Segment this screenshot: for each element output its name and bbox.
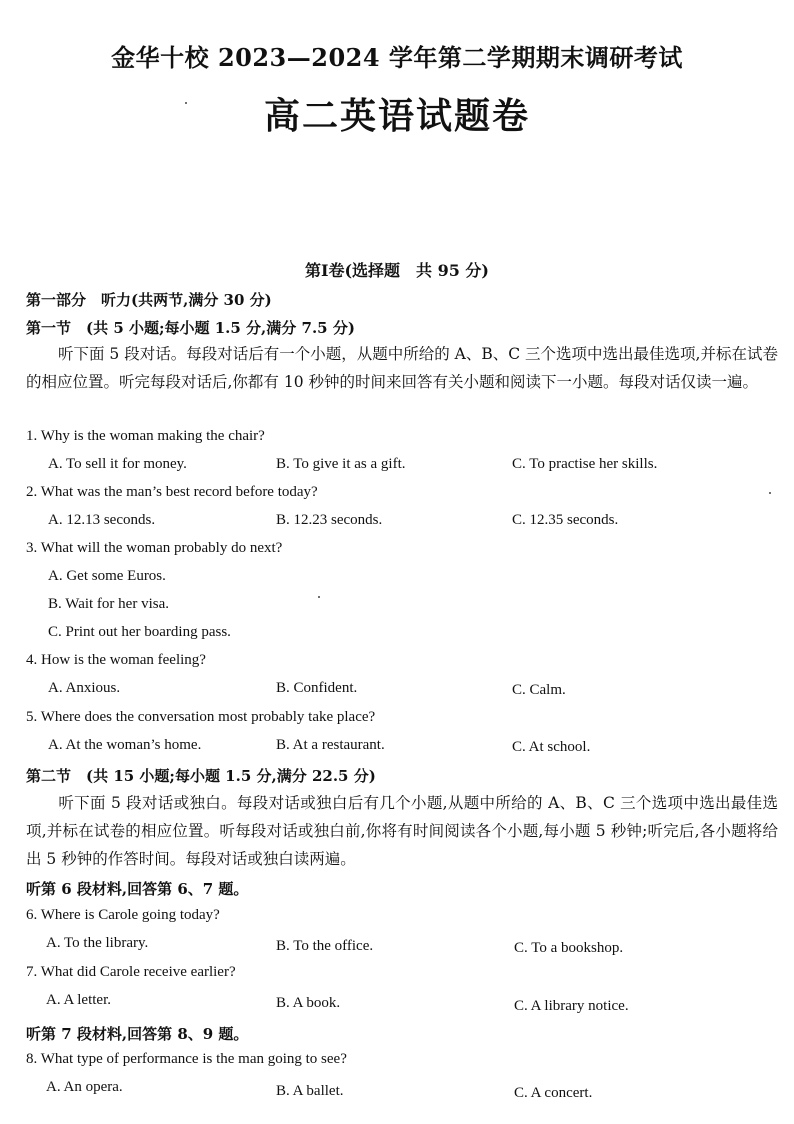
question-1-option-c: C. To practise her skills. <box>512 456 658 472</box>
material-7-note: 听第 7 段材料,回答第 8、9 题。 <box>26 1025 249 1043</box>
paper-title: 高二英语试题卷 <box>263 95 530 137</box>
question-5-option-c: C. At school. <box>512 739 591 755</box>
question-7-option-b: B. A book. <box>276 995 341 1011</box>
question-1-option-b: B. To give it as a gift. <box>276 456 406 472</box>
question-4-option-b: B. Confident. <box>276 680 358 696</box>
section1-instructions-text: 听下面 5 段对话。每段对话后有一个小题，从题中所给的 A、B、C 三个选项中选出最佳选项,并标在试卷的相应位置。听完每段对话后,你都有 10 秒钟的时间来回答有关小题和阅读下一小题。每段对话仅读一遍。 <box>26 345 778 391</box>
question-5-option-a: A. At the woman’s home. <box>48 737 202 753</box>
section2-heading: 第二节 (共 15 小题;每小题 1.5 分,满分 22.5 分) <box>26 767 376 785</box>
section2-instructions-text: 听下面 5 段对话或独白。每段对话或独白后有几个小题,从题中所给的 A、B、C 三个选项中选出最佳选项,并标在试卷的相应位置。听每段对话或独白前,你将有时间阅读各个小题,每小题 5 秒钟;听完后,各小题将给出 5 秒钟的作答时间。每段对话或独白读两遍。 <box>26 794 778 868</box>
question-6-option-b: B. To the office. <box>276 938 374 954</box>
question-1-option-a: A. To sell it for money. <box>48 456 187 472</box>
question-2-option-a: A. 12.13 seconds. <box>48 512 156 528</box>
question-6-option-c: C. To a bookshop. <box>514 940 624 956</box>
question-7-stem: 7. What did Carole receive earlier? <box>26 964 236 980</box>
volume-heading: 第Ⅰ卷(选择题 共 95 分) <box>304 261 490 280</box>
question-3-option-b: B. Wait for her visa. <box>48 596 169 612</box>
material-6-note: 听第 6 段材料,回答第 6、7 题。 <box>26 880 249 898</box>
question-7-option-c: C. A library notice. <box>514 998 629 1014</box>
question-8-option-b: B. A ballet. <box>276 1083 344 1099</box>
question-2-stem: 2. What was the man’s best record before today? <box>26 484 318 500</box>
question-3-stem: 3. What will the woman probably do next? <box>26 540 283 556</box>
section1-instructions <box>26 340 778 396</box>
question-4-option-a: A. Anxious. <box>48 680 121 696</box>
question-4-stem: 4. How is the woman feeling? <box>26 652 206 668</box>
question-2-option-c: C. 12.35 seconds. <box>512 512 619 528</box>
question-6-option-a: A. To the library. <box>46 935 149 951</box>
question-5-stem: 5. Where does the conversation most probably take place? <box>26 709 376 725</box>
question-1-stem: 1. Why is the woman making the chair? <box>26 428 265 444</box>
question-4-option-c: C. Calm. <box>512 682 566 698</box>
question-2-option-b: B. 12.23 seconds. <box>276 512 383 528</box>
scan-speck <box>318 596 320 598</box>
question-3-option-c: C. Print out her boarding pass. <box>48 624 231 640</box>
section1-heading: 第一节 (共 5 小题;每小题 1.5 分,满分 7.5 分) <box>26 319 355 337</box>
question-8-option-a: A. An opera. <box>46 1079 123 1095</box>
question-8-stem: 8. What type of performance is the man going to see? <box>26 1051 347 1067</box>
question-6-stem: 6. Where is Carole going today? <box>26 907 220 923</box>
exam-title: 金华十校 2023—2024 学年第二学期期末调研考试 <box>111 43 683 72</box>
part1-heading: 第一部分 听力(共两节,满分 30 分) <box>26 291 272 309</box>
question-8-option-c: C. A concert. <box>514 1085 593 1101</box>
question-7-option-a: A. A letter. <box>46 992 111 1008</box>
scan-speck <box>185 102 187 104</box>
scan-speck <box>769 492 771 494</box>
question-5-option-b: B. At a restaurant. <box>276 737 385 753</box>
section2-instructions <box>26 789 778 873</box>
question-3-option-a: A. Get some Euros. <box>48 568 166 584</box>
